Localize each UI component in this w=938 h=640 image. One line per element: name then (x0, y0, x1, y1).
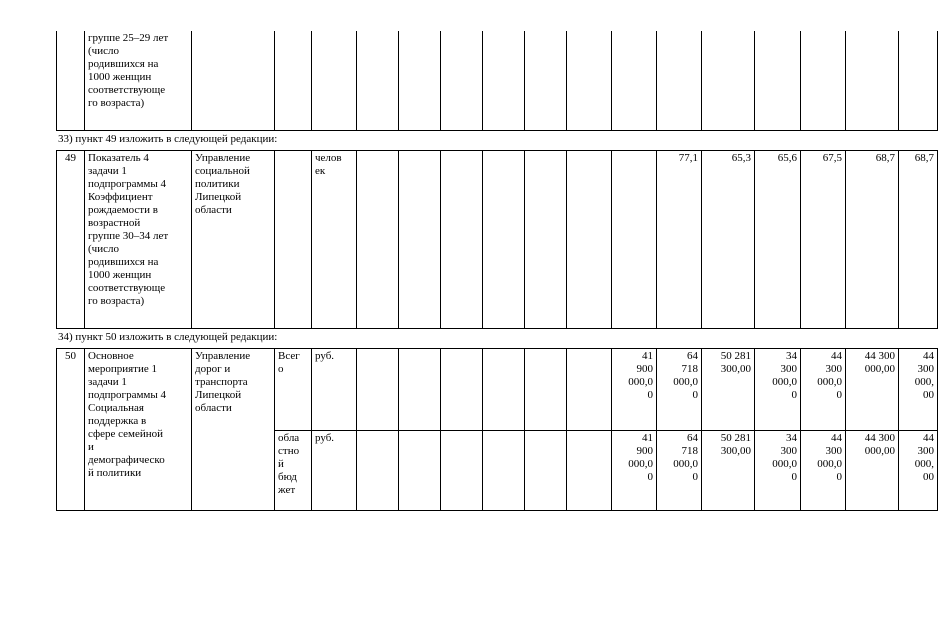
row-number: 49 (57, 151, 85, 329)
cell-num (57, 31, 85, 130)
cell (441, 151, 483, 329)
executor-cell: Управление социальной политики Липецкой области (192, 151, 275, 329)
source-cell: обла стно й бюд жет (275, 431, 312, 511)
value-cell: 44 300 000,00 (846, 431, 899, 511)
cell (357, 431, 399, 511)
value-cell: 65,3 (702, 151, 755, 329)
cell (483, 349, 525, 431)
value-cell: 41 900 000,0 0 (612, 431, 657, 511)
cell (275, 31, 312, 130)
cell (612, 151, 657, 329)
value-cell: 34 300 000,0 0 (755, 349, 801, 431)
value-cell: 44 300 000,0 0 (801, 431, 846, 511)
row-number: 50 (57, 349, 85, 511)
activity-name-cell: Основное мероприятие 1 задачи 1 подпрограммы 4 Социальная поддержка в сфере семейной и демографическо й политики (85, 349, 192, 511)
cell (441, 431, 483, 511)
cell (483, 431, 525, 511)
value-cell: 50 281 300,00 (702, 431, 755, 511)
source-cell (275, 151, 312, 329)
value-cell: 67,5 (801, 151, 846, 329)
cell (702, 31, 755, 130)
cell (846, 31, 899, 130)
cell (567, 151, 612, 329)
cell (441, 31, 483, 130)
indicator-name-cell: Показатель 4 задачи 1 подпрограммы 4 Коэффициент рождаемости в возрастной группе 30–34 лет (число родившихся на 1000 женщин соответствующе го возраста) (85, 151, 192, 329)
indicator-name-cell: группе 25–29 лет (число родившихся на 1000 женщин соответствующе го возраста) (85, 31, 192, 130)
executor-cell: Управление дорог и транспорта Липецкой области (192, 349, 275, 511)
cell (192, 31, 275, 130)
value-cell: 77,1 (657, 151, 702, 329)
unit-cell: руб. (312, 431, 357, 511)
value-cell: 68,7 (846, 151, 899, 329)
cell (525, 349, 567, 431)
cell (441, 349, 483, 431)
cell (399, 431, 441, 511)
value-cell: 65,6 (755, 151, 801, 329)
cell (525, 431, 567, 511)
cell (899, 31, 938, 130)
cell (399, 31, 441, 130)
cell (525, 31, 567, 130)
value-cell: 50 281 300,00 (702, 349, 755, 431)
cell (657, 31, 702, 130)
value-cell: 64 718 000,0 0 (657, 431, 702, 511)
unit-cell: руб. (312, 349, 357, 431)
cell (483, 151, 525, 329)
value-cell: 64 718 000,0 0 (657, 349, 702, 431)
cell (399, 349, 441, 431)
cell (357, 151, 399, 329)
value-cell: 34 300 000,0 0 (755, 431, 801, 511)
cell (567, 349, 612, 431)
cell (755, 31, 801, 130)
table-row-50 (56, 348, 938, 511)
cell (567, 431, 612, 511)
cell (525, 151, 567, 329)
table-top-fragment (56, 31, 938, 131)
value-cell: 44 300 000, 00 (899, 349, 938, 431)
source-cell: Всег о (275, 349, 312, 431)
unit-cell: челов ек (312, 151, 357, 329)
cell (567, 31, 612, 130)
cell (357, 349, 399, 431)
value-cell: 44 300 000,00 (846, 349, 899, 431)
value-cell: 41 900 000,0 0 (612, 349, 657, 431)
value-cell: 68,7 (899, 151, 938, 329)
value-cell: 44 300 000,0 0 (801, 349, 846, 431)
cell (612, 31, 657, 130)
table-row-49 (56, 150, 938, 329)
cell (357, 31, 399, 130)
cell (801, 31, 846, 130)
caption-item-33: 33) пункт 49 изложить в следующей редакции: (58, 133, 278, 145)
value-cell: 44 300 000, 00 (899, 431, 938, 511)
cell (399, 151, 441, 329)
caption-item-34: 34) пункт 50 изложить в следующей редакции: (58, 331, 278, 343)
cell (312, 31, 357, 130)
cell (483, 31, 525, 130)
